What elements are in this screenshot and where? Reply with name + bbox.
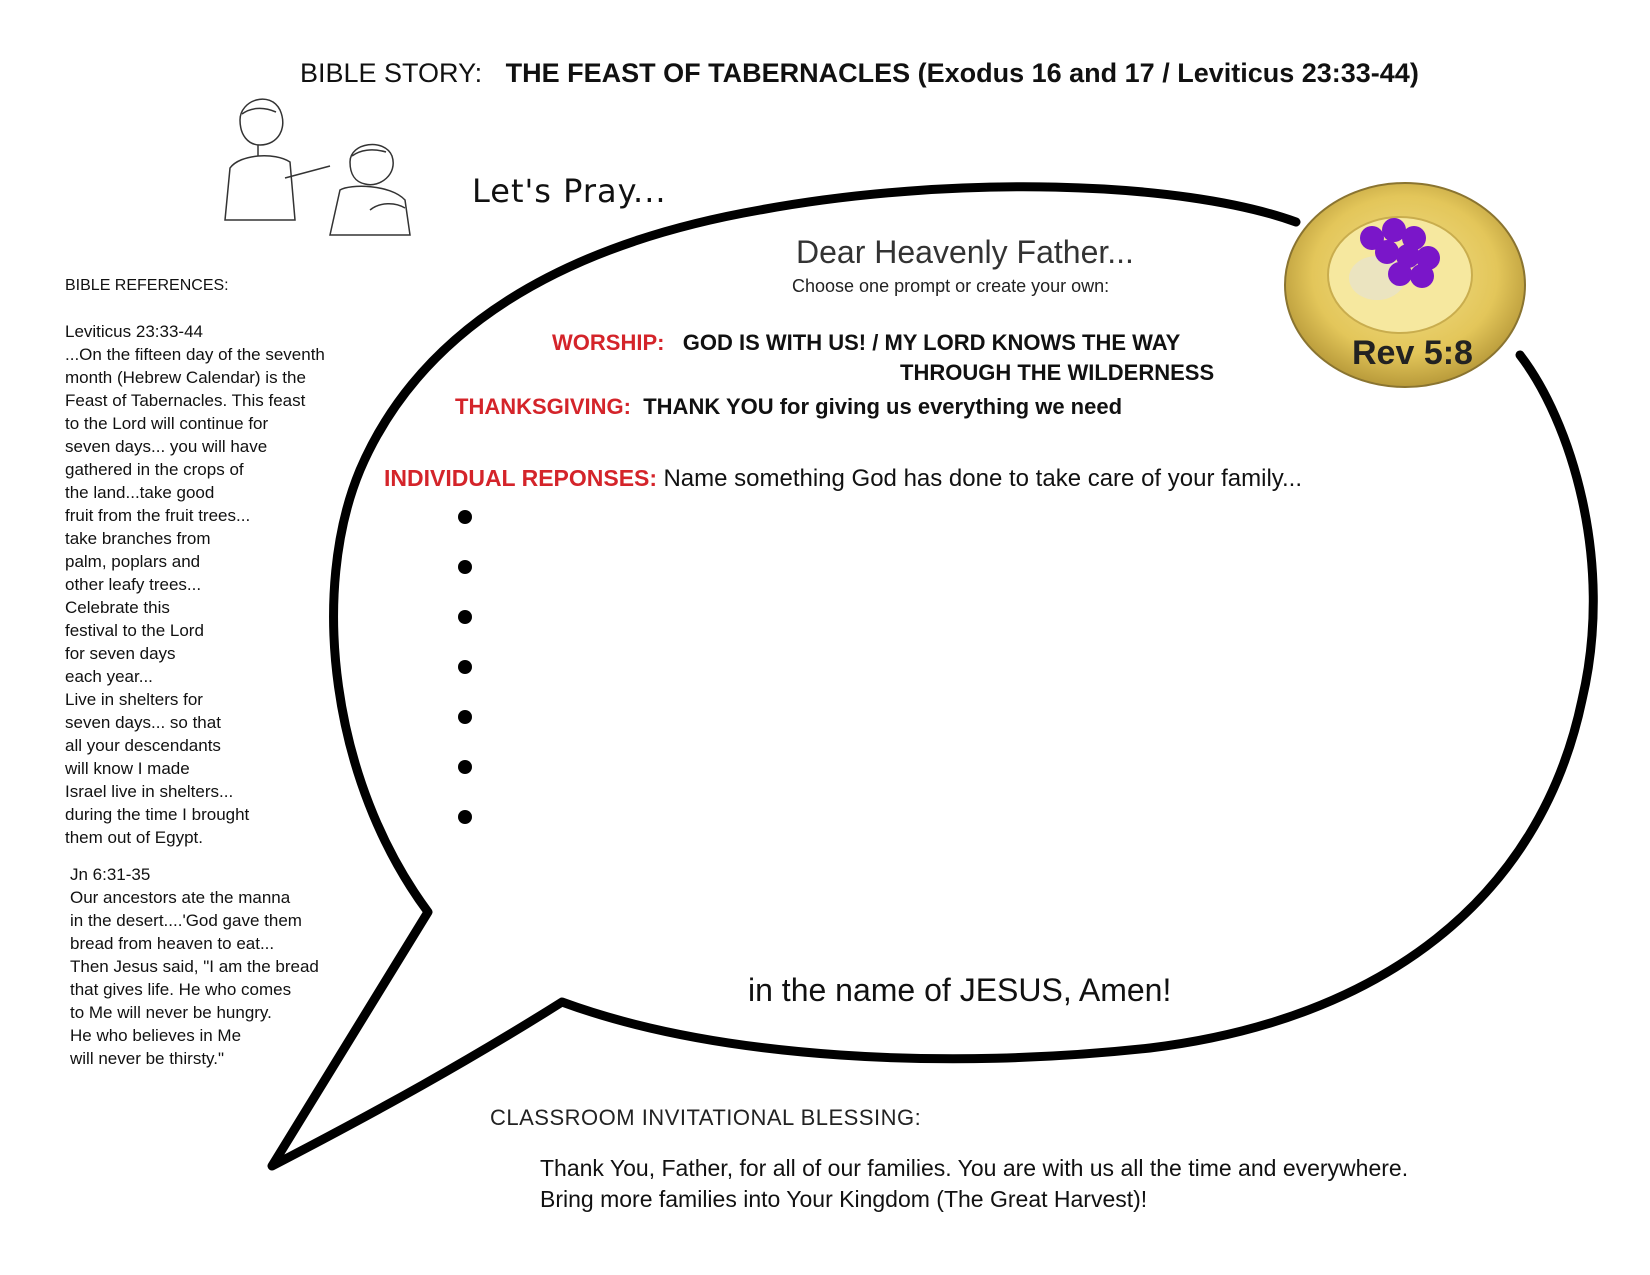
worship-prompt (552, 330, 1180, 356)
bullet-point (458, 610, 472, 624)
page-title (300, 58, 1419, 89)
bullet-point (458, 810, 472, 824)
scripture-line: bread from heaven to eat... (70, 934, 275, 953)
scripture-line: ...On the fifteen day of the seventh (65, 345, 325, 364)
scripture-line: He who believes in Me (70, 1026, 242, 1045)
scripture-line: will know I made (65, 759, 190, 778)
john-text (65, 886, 395, 1070)
bible-references-column (65, 274, 395, 1070)
thanksgiving-text: THANK YOU for giving us everything we need (643, 394, 1123, 419)
scripture-line: other leafy trees... (65, 575, 202, 594)
scripture-line: to Me will never be hungry. (70, 1003, 272, 1022)
bible-references-heading: BIBLE REFERENCES: (65, 277, 229, 294)
john-reference: Jn 6:31-35 (70, 865, 151, 884)
worship-text: GOD IS WITH US! / MY LORD KNOWS THE WAY (682, 330, 1181, 355)
dear-father-heading: Dear Heavenly Father... (796, 234, 1134, 270)
bullet-point (458, 510, 472, 524)
scripture-line: to the Lord will continue for (65, 414, 269, 433)
leviticus-reference: Leviticus 23:33-44 (65, 322, 203, 341)
bowl-reference-label: Rev 5:8 (1352, 334, 1473, 372)
scripture-line: Live in shelters for (65, 690, 203, 709)
scripture-line: fruit from the fruit trees... (65, 506, 251, 525)
lets-pray-heading: Let's Pray... (472, 172, 667, 210)
thanksgiving-prompt (455, 394, 1122, 420)
scripture-line: in the desert....'God gave them (70, 911, 302, 930)
scripture-line: during the time I brought (65, 805, 250, 824)
scripture-line: all your descendants (65, 736, 221, 755)
title-text: THE FEAST OF TABERNACLES (Exodus 16 and 17 / Leviticus 23:33-44) (505, 58, 1419, 88)
scripture-line: them out of Egypt. (65, 828, 203, 847)
individual-responses-prompt (384, 465, 1302, 493)
thanksgiving-label: THANKSGIVING: (455, 394, 631, 419)
children-praying-illustration (200, 90, 430, 250)
scripture-line: seven days... you will have (65, 437, 268, 456)
title-label: BIBLE STORY: (300, 58, 483, 88)
worship-label: WORSHIP: (552, 330, 665, 355)
scripture-line: month (Hebrew Calendar) is the (65, 368, 306, 387)
amen-closing: in the name of JESUS, Amen! (748, 972, 1172, 1008)
bullet-point (458, 710, 472, 724)
scripture-line: Israel live in shelters... (65, 782, 234, 801)
scripture-line: take branches from (65, 529, 211, 548)
bullet-point (458, 660, 472, 674)
scripture-line: for seven days (65, 644, 176, 663)
scripture-line: the land...take good (65, 483, 215, 502)
scripture-line: will never be thirsty." (70, 1049, 225, 1068)
blessing-line: Thank You, Father, for all of our families. You are with us all the time and everywhere. (540, 1155, 1409, 1181)
scripture-line: festival to the Lord (65, 621, 204, 640)
worship-text-line2: THROUGH THE WILDERNESS (900, 360, 1215, 385)
response-bullet-list (458, 510, 472, 860)
individual-responses-label: INDIVIDUAL REPONSES: (384, 465, 658, 491)
individual-responses-text: Name something God has done to take care of your family... (663, 465, 1302, 492)
choose-prompt-text: Choose one prompt or create your own: (792, 276, 1110, 296)
scripture-line: Feast of Tabernacles. This feast (65, 391, 306, 410)
scripture-line: palm, poplars and (65, 552, 201, 571)
blessing-line: Bring more families into Your Kingdom (The Great Harvest)! (540, 1186, 1148, 1212)
scripture-line: seven days... so that (65, 713, 221, 732)
scripture-line: Then Jesus said, "I am the bread (70, 957, 319, 976)
scripture-line: Our ancestors ate the manna (70, 888, 291, 907)
scripture-line: Celebrate this (65, 598, 170, 617)
scripture-line: gathered in the crops of (65, 460, 244, 479)
bullet-point (458, 560, 472, 574)
leviticus-text (65, 343, 395, 849)
scripture-line: that gives life. He who comes (70, 980, 292, 999)
blessing-heading: CLASSROOM INVITATIONAL BLESSING: (490, 1105, 922, 1130)
scripture-line: each year... (65, 667, 153, 686)
bullet-point (458, 760, 472, 774)
blessing-text (540, 1153, 1408, 1215)
